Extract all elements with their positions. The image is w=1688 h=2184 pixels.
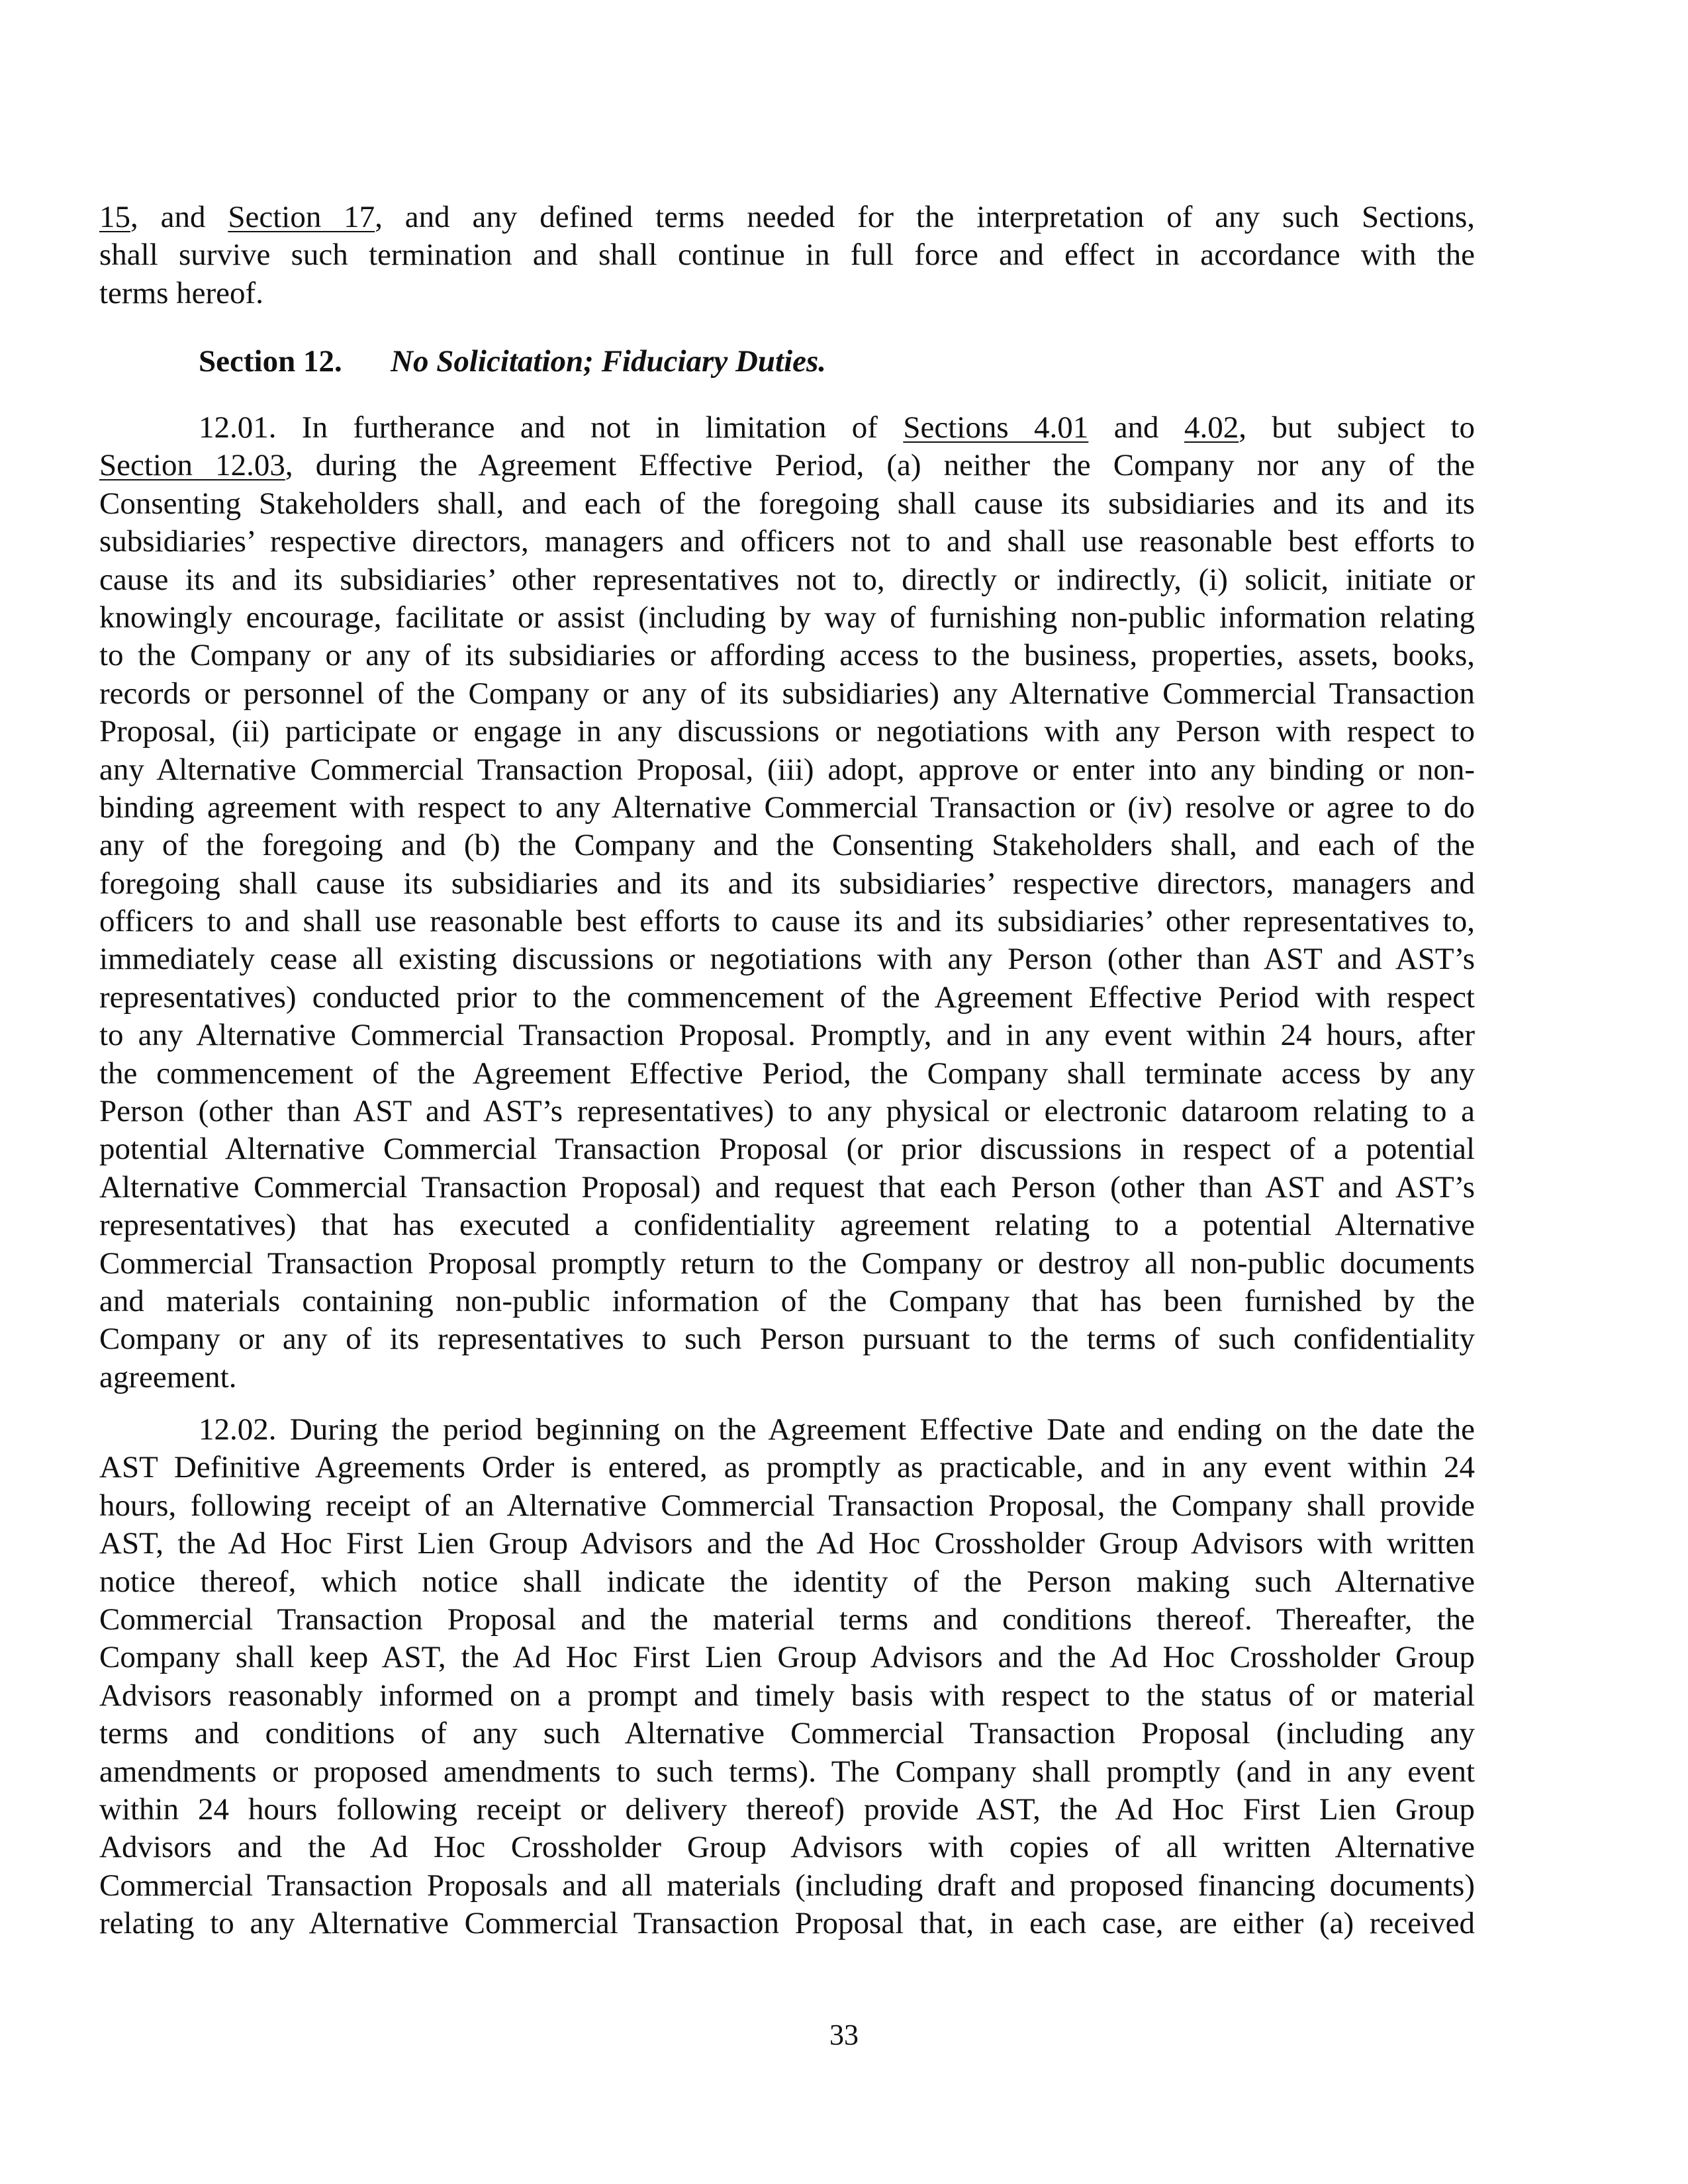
section-heading	[199, 343, 826, 381]
section-number: Section 12.	[199, 344, 342, 379]
p1202-body-line: AST, the Ad Hoc First Lien Group Advisors and the Ad Hoc Crossholder Group Advisors with written	[99, 1526, 1475, 1561]
p1201-body-line: representatives) that has executed a confidentiality agreement relating to a potential Alternative	[99, 1208, 1475, 1243]
section-12-03-reference: Section 12.03	[99, 448, 285, 483]
p1201-body-line: to the Company or any of its subsidiaries or affording access to the business, properties, assets, books,	[99, 638, 1475, 673]
intro-line-3: terms hereof.	[99, 275, 263, 310]
p1201-line-1: 12.01. In furtherance and not in limitation of Sections 4.01 and 4.02, but subject to	[199, 410, 1475, 445]
p1202-body-line: Commercial Transaction Proposals and all materials (including draft and proposed financing documents)	[99, 1868, 1475, 1903]
intro-text: , and any defined terms needed for the interpretation of any such Sections,	[375, 200, 1475, 234]
section-17-reference: Section 17	[228, 200, 375, 234]
p1201-body-line: Commercial Transaction Proposal promptly return to the Company or destroy all non-public documents	[99, 1246, 1475, 1281]
p1202-body-line: terms and conditions of any such Alternative Commercial Transaction Proposal (including any	[99, 1716, 1475, 1751]
p1201-line-2: Section 12.03, during the Agreement Effective Period, (a) neither the Company nor any of the	[99, 448, 1475, 483]
p1201-body-line: Alternative Commercial Transaction Proposal) and request that each Person (other than AST and AST’s	[99, 1169, 1475, 1205]
p1201-body-line: Proposal, (ii) participate or engage in any discussions or negotiations with any Person with respect to	[99, 714, 1475, 749]
paragraph-12-02	[99, 1411, 1475, 1942]
p1201-body-line: Consenting Stakeholders shall, and each of the foregoing shall cause its subsidiaries and its and its	[99, 486, 1475, 521]
p1201-body-line: Person (other than AST and AST’s representatives) to any physical or electronic dataroom relating to a	[99, 1094, 1475, 1129]
p1201-body-line: knowingly encourage, facilitate or assist (including by way of furnishing non-public information relating	[99, 600, 1475, 635]
p1201-body-line: binding agreement with respect to any Alternative Commercial Transaction or (iv) resolve or agree to do	[99, 790, 1475, 825]
p1202-body-line: within 24 hours following receipt or delivery thereof) provide AST, the Ad Hoc First Lien Group	[99, 1792, 1475, 1827]
p1201-body-line: immediately cease all existing discussions or negotiations with any Person (other than AST and AST’s	[99, 942, 1475, 977]
section-4-02-reference: 4.02	[1184, 410, 1239, 445]
p1201-body-line: cause its and its subsidiaries’ other representatives not to, directly or indirectly, (i) solicit, initiate or	[99, 562, 1475, 597]
p1201-body-line: the commencement of the Agreement Effective Period, the Company shall terminate access by any	[99, 1056, 1475, 1091]
p1201-body-line: and materials containing non-public information of the Company that has been furnished by the	[99, 1283, 1475, 1318]
p1201-body-line: agreement.	[99, 1359, 237, 1394]
paragraph-12-01	[99, 409, 1475, 1396]
p1202-line-1: 12.02. During the period beginning on the Agreement Effective Date and ending on the date the	[199, 1412, 1475, 1447]
p1201-body-line: officers to and shall use reasonable best efforts to cause its and its subsidiaries’ other representatives to,	[99, 904, 1475, 939]
intro-line-1	[99, 199, 1475, 236]
intro-text: , and	[130, 200, 228, 234]
p1202-body-line: amendments or proposed amendments to such terms). The Company shall promptly (and in any event	[99, 1754, 1475, 1789]
p1202-body-line: Advisors reasonably informed on a prompt and timely basis with respect to the status of or material	[99, 1678, 1475, 1713]
p1202-body-line: AST Definitive Agreements Order is entered, as promptly as practicable, and in any event within 24	[99, 1450, 1475, 1485]
p1202-body-line: Company shall keep AST, the Ad Hoc First Lien Group Advisors and the Ad Hoc Crossholder Group	[99, 1640, 1475, 1675]
p1201-body-line: potential Alternative Commercial Transaction Proposal (or prior discussions in respect of a potential	[99, 1132, 1475, 1167]
p1201-body-line: to any Alternative Commercial Transaction Proposal. Promptly, and in any event within 24 hours, after	[99, 1018, 1475, 1053]
p1201-body-line: records or personnel of the Company or any of its subsidiaries) any Alternative Commercial Transaction	[99, 676, 1475, 711]
p1201-body-line: subsidiaries’ respective directors, managers and officers not to and shall use reasonable best efforts to	[99, 524, 1475, 559]
page-number: 33	[829, 2019, 859, 2051]
p1201-body-line: Company or any of its representatives to such Person pursuant to the terms of such confidentiality	[99, 1322, 1475, 1357]
p1202-body-line: Advisors and the Ad Hoc Crossholder Group Advisors with copies of all written Alternative	[99, 1830, 1475, 1865]
p1202-body-line: notice thereof, which notice shall indicate the identity of the Person making such Alternative	[99, 1564, 1475, 1599]
p1201-body-line: any Alternative Commercial Transaction Proposal, (iii) adopt, approve or enter into any binding or non-	[99, 752, 1475, 787]
intro-paragraph	[99, 199, 1475, 312]
p1202-body-line: relating to any Alternative Commercial Transaction Proposal that, in each case, are either (a) received	[99, 1906, 1475, 1941]
section-15-reference: 15	[99, 200, 130, 234]
p1201-body-line: representatives) conducted prior to the commencement of the Agreement Effective Period with respect	[99, 979, 1475, 1015]
sections-4-01-reference: Sections 4.01	[903, 410, 1089, 445]
p1201-body-line: foregoing shall cause its subsidiaries and its and its subsidiaries’ respective directors, managers and	[99, 866, 1475, 901]
section-title: No Solicitation; Fiduciary Duties.	[391, 344, 827, 379]
p1202-body-line: hours, following receipt of an Alternative Commercial Transaction Proposal, the Company shall provide	[99, 1488, 1475, 1523]
p1202-body-line: Commercial Transaction Proposal and the material terms and conditions thereof. Thereafter, the	[99, 1602, 1475, 1637]
intro-line-2: shall survive such termination and shall continue in full force and effect in accordance with the	[99, 238, 1475, 273]
p1201-body-line: any of the foregoing and (b) the Company and the Consenting Stakeholders shall, and each of the	[99, 828, 1475, 863]
